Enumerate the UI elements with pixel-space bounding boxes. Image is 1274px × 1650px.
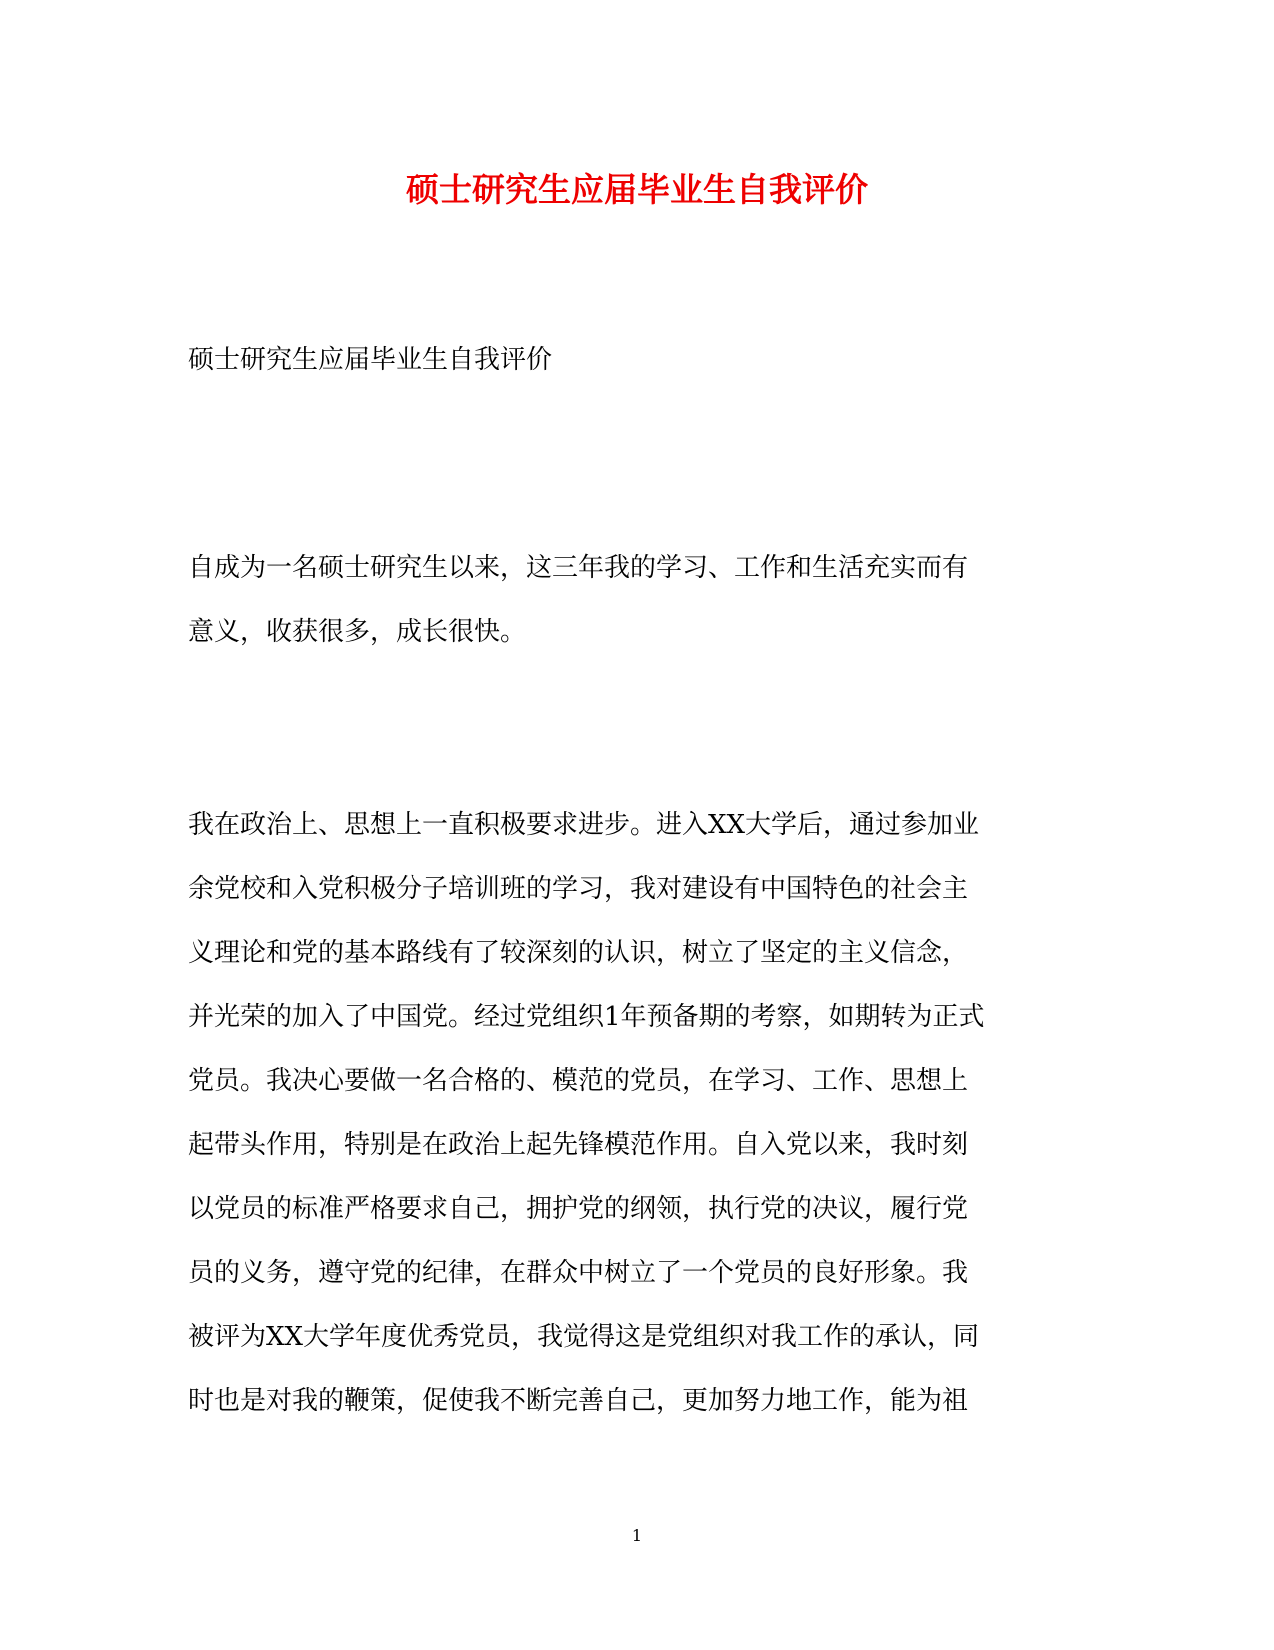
paragraph-line: 并光荣的加入了中国党。经过党组织1年预备期的考察，如期转为正式 <box>188 1002 985 1032</box>
paragraph-line: 自成为一名硕士研究生以来，这三年我的学习、工作和生活充实而有 <box>188 553 969 583</box>
paragraph-line: 被评为XX大学年度优秀党员，我觉得这是党组织对我工作的承认，同 <box>188 1322 980 1352</box>
paragraph-line: 义理论和党的基本路线有了较深刻的认识，树立了坚定的主义信念， <box>188 938 969 968</box>
paragraph-line: 起带头作用，特别是在政治上起先锋模范作用。自入党以来，我时刻 <box>188 1130 969 1160</box>
document-subtitle: 硕士研究生应届毕业生自我评价 <box>188 345 553 375</box>
paragraph-line: 时也是对我的鞭策，促使我不断完善自己，更加努力地工作，能为祖 <box>188 1386 969 1416</box>
paragraph-intro <box>188 548 968 676</box>
paragraph-line: 余党校和入党积极分子培训班的学习，我对建设有中国特色的社会主 <box>188 874 969 904</box>
page-number: 1 <box>631 1526 643 1545</box>
page-title: 硕士研究生应届毕业生自我评价 <box>406 170 868 209</box>
paragraph-line: 员的义务，遵守党的纪律，在群众中树立了一个党员的良好形象。我 <box>188 1258 969 1288</box>
paragraph-political <box>188 805 985 1445</box>
paragraph-line: 以党员的标准严格要求自己，拥护党的纲领，执行党的决议，履行党 <box>188 1194 969 1224</box>
paragraph-line: 我在政治上、思想上一直积极要求进步。进入XX大学后，通过参加业 <box>188 810 980 840</box>
paragraph-line: 党员。我决心要做一名合格的、模范的党员，在学习、工作、思想上 <box>188 1066 969 1096</box>
paragraph-line: 意义，收获很多，成长很快。 <box>188 617 527 647</box>
